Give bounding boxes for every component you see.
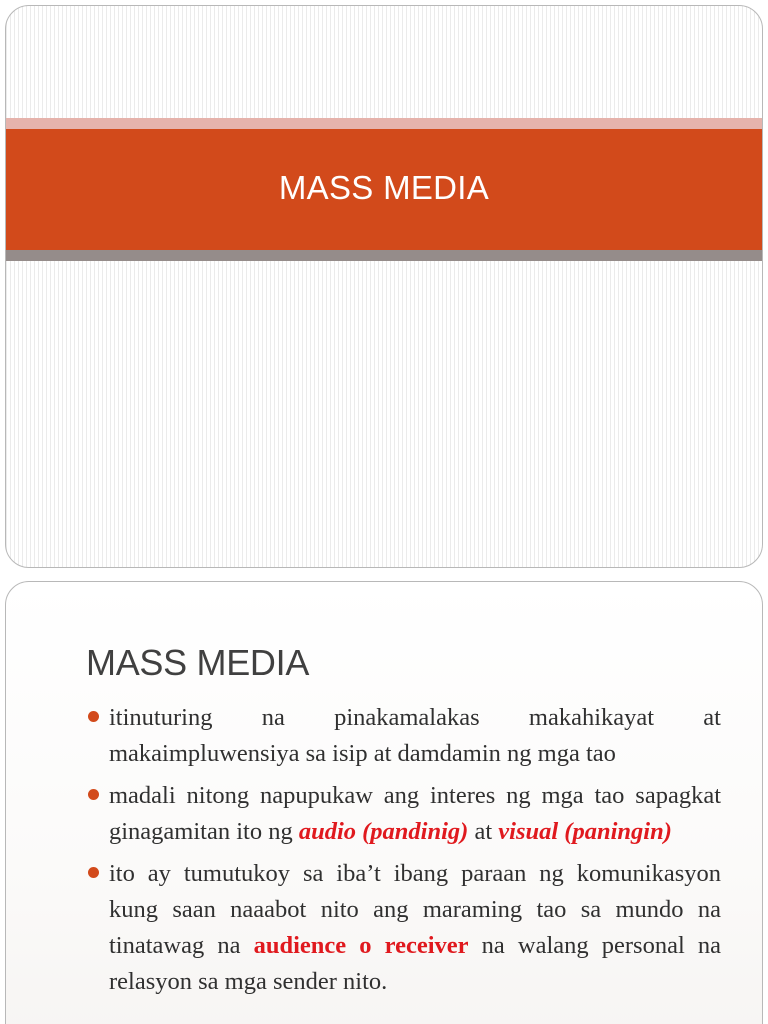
bullet-dot-icon — [88, 789, 99, 800]
bullet-dot-icon — [88, 867, 99, 878]
bullet-dot-icon — [88, 711, 99, 722]
content-slide-title: MASS MEDIA — [86, 642, 310, 683]
title-band-bottom-stripe — [6, 250, 762, 261]
bullet-text: ito ay tumutukoy sa iba’t ibang paraan ng komunikasyon kung saan naaabot nito ang maraming tao sa mundo na tinatawag na — [109, 860, 721, 959]
bullet-item — [84, 778, 721, 850]
bullet-text: madali nitong napupukaw ang interes ng mga tao sapagkat ginagamitan ito ng — [109, 782, 721, 845]
slide-title: MASS MEDIA — [278, 168, 490, 206]
bullet-item — [84, 700, 721, 772]
title-slide — [5, 5, 763, 568]
bullet-item — [84, 856, 721, 1000]
highlight-audio: audio (pandinig) — [298, 818, 469, 845]
bullet-text: itinuturing na pinakamalakas makahikayat at makaimpluwensiya sa isip at damdamin ng mga tao — [109, 704, 721, 767]
highlight-audience: audience o receiver — [253, 932, 469, 959]
highlight-visual: visual (paningin) — [498, 818, 672, 845]
bullet-text-after: na walang personal na relasyon sa mga sender nito. — [109, 932, 721, 995]
title-band-top-stripe — [6, 118, 762, 129]
bullet-list — [84, 700, 721, 1000]
content-slide — [5, 581, 763, 1024]
title-band — [6, 129, 762, 250]
bullet-connector: at — [474, 818, 493, 845]
